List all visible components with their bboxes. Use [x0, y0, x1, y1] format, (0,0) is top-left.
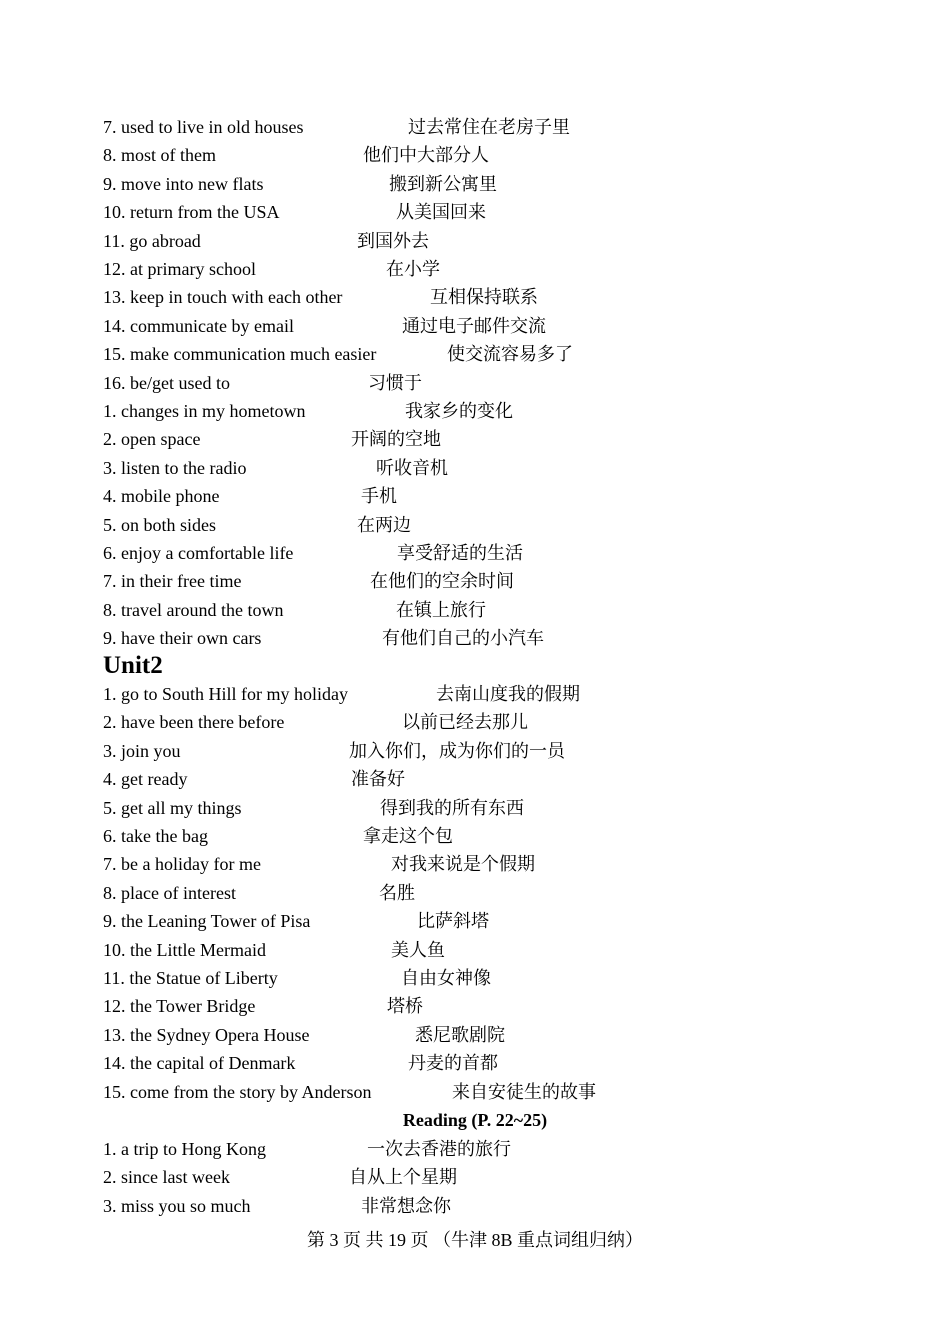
english-phrase: 5. get all my things: [103, 797, 242, 818]
unit2-heading: Unit2: [103, 652, 163, 679]
chinese-translation: 自从上个星期: [349, 1167, 457, 1188]
english-phrase: 7. be a holiday for me: [103, 854, 261, 875]
reading-heading: Reading (P. 22~25): [402, 1110, 548, 1130]
chinese-translation: 过去常住在老房子里: [408, 117, 570, 137]
chinese-translation: 享受舒适的生活: [397, 543, 523, 563]
chinese-translation: 在他们的空余时间: [370, 571, 514, 592]
english-phrase: 2. have been there before: [103, 712, 285, 733]
chinese-translation: 得到我的所有东西: [380, 797, 524, 818]
english-phrase: 9. the Leaning Tower of Pisa: [103, 911, 311, 932]
chinese-translation: 去南山度我的假期: [436, 684, 580, 704]
chinese-translation: 来自安徒生的故事: [452, 1081, 596, 1102]
chinese-translation: 以前已经去那儿: [402, 712, 528, 733]
english-phrase: 7. used to live in old houses: [103, 117, 304, 137]
chinese-translation: 美人鱼: [391, 939, 445, 960]
english-phrase: 11. the Statue of Liberty: [103, 968, 278, 988]
chinese-translation: 有他们自己的小汽车: [382, 628, 544, 649]
chinese-translation: 比萨斜塔: [417, 911, 489, 932]
english-phrase: 10. return from the USA: [103, 202, 280, 223]
chinese-translation: 听收音机: [376, 457, 448, 478]
chinese-translation: 搬到新公寓里: [389, 173, 497, 194]
english-phrase: 13. the Sydney Opera House: [103, 1024, 310, 1045]
english-phrase: 15. make communication much easier: [103, 344, 377, 365]
chinese-translation: 在两边: [357, 514, 411, 535]
english-phrase: 15. come from the story by Anderson: [103, 1081, 372, 1102]
english-phrase: 8. place of interest: [103, 882, 236, 903]
chinese-translation: 自由女神像: [401, 968, 491, 988]
chinese-translation: 开阔的空地: [351, 429, 441, 450]
chinese-translation: 使交流容易多了: [447, 344, 573, 365]
english-phrase: 2. open space: [103, 429, 201, 450]
english-phrase: 14. the capital of Denmark: [103, 1053, 296, 1074]
english-phrase: 14. communicate by email: [103, 315, 294, 336]
english-phrase: 12. the Tower Bridge: [103, 996, 256, 1017]
chinese-translation: 在镇上旅行: [396, 599, 486, 620]
page-footer: 第 3 页 共 19 页 （牛津 8B 重点词组归纳）: [306, 1230, 643, 1250]
english-phrase: 8. most of them: [103, 145, 216, 166]
english-phrase: 8. travel around the town: [103, 599, 284, 620]
english-phrase: 11. go abroad: [103, 230, 201, 251]
english-phrase: 1. a trip to Hong Kong: [103, 1139, 266, 1159]
english-phrase: 6. enjoy a comfortable life: [103, 543, 294, 563]
chinese-translation: 习惯于: [368, 372, 422, 393]
chinese-translation: 从美国回来: [396, 202, 486, 223]
english-phrase: 3. listen to the radio: [103, 457, 247, 478]
chinese-translation: 手机: [361, 486, 397, 507]
chinese-translation: 悉尼歌剧院: [415, 1024, 505, 1045]
chinese-translation: 丹麦的首都: [408, 1053, 498, 1074]
chinese-translation: 对我来说是个假期: [391, 854, 535, 875]
english-phrase: 2. since last week: [103, 1167, 230, 1188]
english-phrase: 13. keep in touch with each other: [103, 287, 343, 308]
english-phrase: 16. be/get used to: [103, 372, 230, 393]
chinese-translation: 在小学: [386, 259, 440, 279]
chinese-translation: 非常想念你: [361, 1195, 451, 1216]
english-phrase: 1. go to South Hill for my holiday: [103, 684, 348, 704]
english-phrase: 5. on both sides: [103, 514, 217, 535]
english-phrase: 6. take the bag: [103, 826, 208, 846]
chinese-translation: 互相保持联系: [430, 287, 538, 308]
english-phrase: 9. move into new flats: [103, 173, 264, 194]
chinese-translation: 拿走这个包: [363, 826, 453, 846]
chinese-translation: 他们中大部分人: [363, 145, 489, 166]
english-phrase: 9. have their own cars: [103, 628, 262, 649]
english-phrase: 3. miss you so much: [103, 1195, 251, 1216]
chinese-translation: 一次去香港的旅行: [367, 1139, 511, 1159]
chinese-translation: 通过电子邮件交流: [402, 315, 546, 336]
chinese-translation: 塔桥: [387, 996, 423, 1017]
english-phrase: 3. join you: [103, 740, 181, 761]
english-phrase: 4. get ready: [103, 769, 188, 790]
chinese-translation: 名胜: [379, 882, 415, 903]
english-phrase: 7. in their free time: [103, 571, 242, 592]
chinese-translation: 准备好: [351, 769, 405, 790]
english-phrase: 12. at primary school: [103, 259, 256, 279]
english-phrase: 1. changes in my hometown: [103, 401, 306, 421]
english-phrase: 4. mobile phone: [103, 486, 220, 507]
chinese-translation: 我家乡的变化: [405, 401, 513, 421]
chinese-translation: 加入你们，成为你们的一员: [349, 740, 565, 761]
english-phrase: 10. the Little Mermaid: [103, 939, 266, 960]
chinese-translation: 到国外去: [357, 230, 429, 251]
